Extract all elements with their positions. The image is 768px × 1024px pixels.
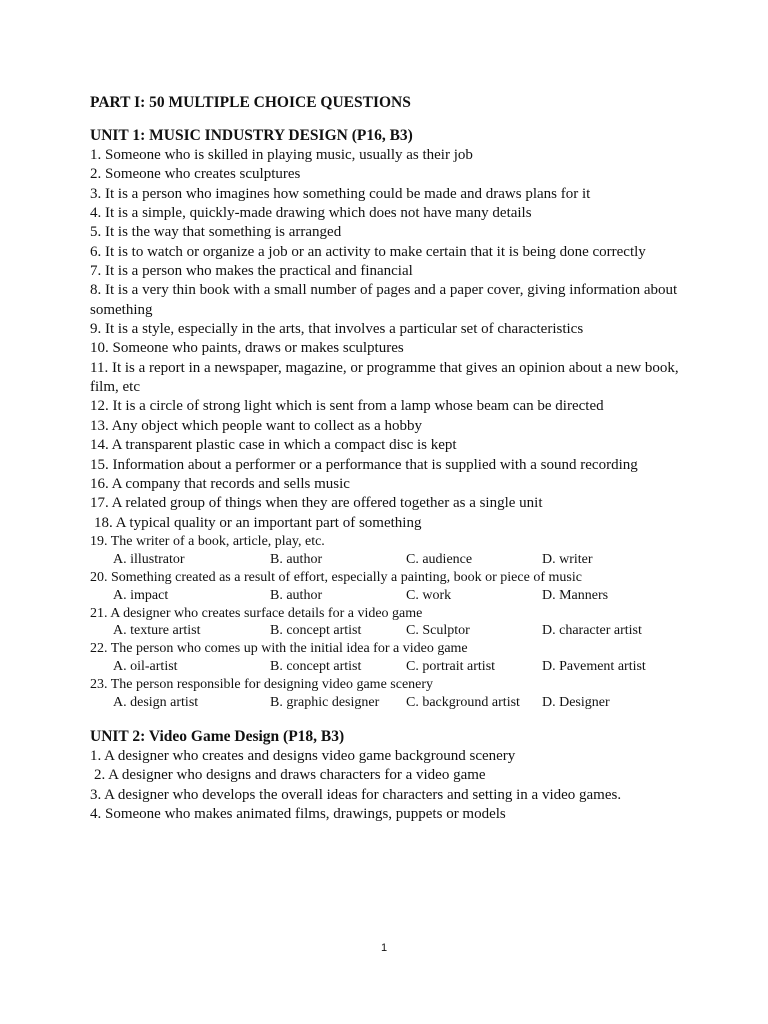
option-d: D. Manners [542,587,609,603]
definition-item: 2. Someone who creates sculptures [90,166,301,183]
unit1-title: UNIT 1: MUSIC INDUSTRY DESIGN (P16, B3) [90,127,413,144]
option-a: A. oil-artist [113,659,178,675]
definition-item: 15. Information about a performer or a performance that is supplied with a sound recording [90,456,638,473]
definition-item: 10. Someone who paints, draws or makes sculptures [90,340,404,357]
mcq-options [90,694,700,712]
option-b: B. graphic designer [270,695,380,711]
definition-item: 3. It is a person who imagines how something could be made and draws plans for it [90,185,591,202]
definition-item: 13. Any object which people want to collect as a hobby [90,417,422,434]
mcq-item [90,605,700,641]
option-c: C. work [406,587,452,603]
option-c: C. audience [406,551,473,567]
mcq-options [90,658,700,676]
option-a: A. impact [113,587,169,603]
option-c: C. Sculptor [406,623,470,639]
document-body [90,93,700,824]
mcq-question: 23. The person responsible for designing video game scenery [90,677,434,693]
option-a: A. design artist [113,695,199,711]
definition-item: 9. It is a style, especially in the arts, that involves a particular set of characteristics [90,321,584,338]
option-a: A. illustrator [113,551,185,567]
definition-item: 2. A designer who designs and draws characters for a video game [94,767,486,784]
page-number: 1 [380,942,388,954]
definition-item: 4. Someone who makes animated films, drawings, puppets or models [90,805,506,822]
definition-item: 3. A designer who develops the overall ideas for characters and setting in a video games. [90,786,622,803]
definition-item: 8. It is a very thin book with a small number of pages and a paper cover, giving information about something [90,282,678,318]
mcq-options [90,551,700,569]
definition-item: 6. It is to watch or organize a job or an activity to make certain that it is being done correctly [90,243,646,260]
option-b: B. concept artist [270,623,362,639]
definition-item: 1. A designer who creates and designs video game background scenery [90,747,516,764]
option-c: C. background artist [406,695,520,711]
definition-item: 17. A related group of things when they are offered together as a single unit [90,495,543,512]
option-b: B. author [270,551,323,567]
option-a: A. texture artist [113,623,201,639]
mcq-item [90,569,700,605]
part-title: PART I: 50 MULTIPLE CHOICE QUESTIONS [90,94,411,111]
mcq-question: 21. A designer who creates surface details for a video game [90,605,423,621]
option-d: D. character artist [542,623,642,639]
mcq-item [90,533,700,569]
definition-item: 4. It is a simple, quickly-made drawing which does not have many details [90,205,532,222]
option-d: D. Pavement artist [542,659,646,675]
definition-item: 12. It is a circle of strong light which is sent from a lamp whose beam can be directed [90,398,604,415]
option-d: D. Designer [542,695,610,711]
definition-item: 16. A company that records and sells music [90,475,350,492]
mcq-item [90,676,700,712]
option-b: B. author [270,587,323,603]
unit2-definitions [90,747,700,824]
mcq-item [90,640,700,676]
option-b: B. concept artist [270,659,362,675]
definition-item: 14. A transparent plastic case in which a compact disc is kept [90,437,457,454]
option-c: C. portrait artist [406,659,496,675]
definition-item: 18. A typical quality or an important part of something [94,514,422,531]
mcq-question: 22. The person who comes up with the initial idea for a video game [90,641,468,657]
mcq-question: 19. The writer of a book, article, play, etc. [90,533,325,549]
unit1-multiple-choice [90,533,700,712]
unit1-definitions [90,146,700,533]
unit2-title: UNIT 2: Video Game Design (P18, B3) [90,727,345,745]
definition-item: 1. Someone who is skilled in playing music, usually as their job [90,147,473,163]
definition-item: 7. It is a person who makes the practical and financial [90,263,413,280]
mcq-question: 20. Something created as a result of effort, especially a painting, book or piece of music [90,569,582,585]
mcq-options [90,587,700,605]
definition-item: 5. It is the way that something is arranged [90,224,342,241]
mcq-options [90,622,700,640]
definition-item: 11. It is a report in a newspaper, magazine, or programme that gives an opinion about a new book, film, etc [90,359,679,396]
option-d: D. writer [542,551,593,567]
